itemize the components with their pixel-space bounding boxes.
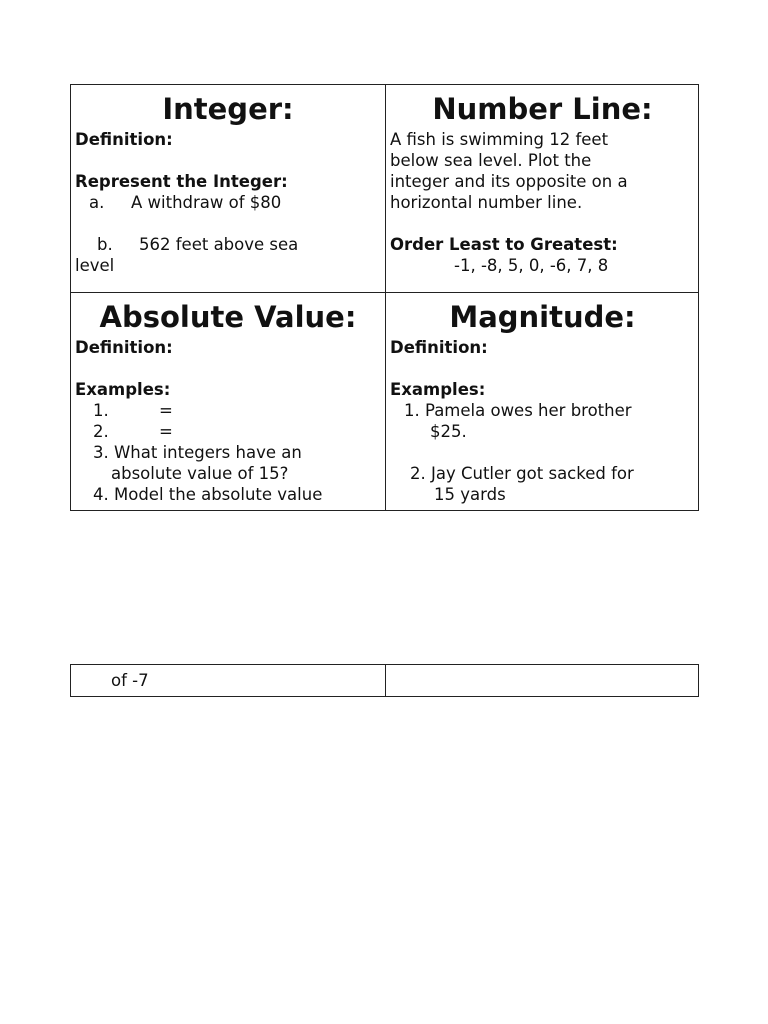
spacer (390, 442, 695, 463)
integer-item-a (75, 192, 381, 213)
abs-example-4-line1: 4. Model the absolute value (93, 485, 323, 504)
item-a-text: A withdraw of $80 (131, 193, 282, 212)
magnitude-title: Magnitude: (449, 300, 636, 334)
integer-item-b-continued: level (75, 256, 115, 275)
item-b-text: 562 feet above sea (139, 235, 299, 254)
abs-example-1-equals: = (159, 401, 173, 420)
magnitude-cell (386, 293, 699, 511)
integer-definition-label: Definition: (75, 130, 173, 149)
number-line-prompt-line: A fish is swimming 12 feet (390, 130, 609, 149)
abs-example-2-number: 2. (93, 422, 109, 441)
number-line-prompt-line: horizontal number line. (390, 193, 583, 212)
abs-example-2 (75, 421, 381, 442)
integer-title: Integer: (162, 92, 294, 126)
order-values: -1, -8, 5, 0, -6, 7, 8 (454, 256, 609, 275)
vocabulary-grid (70, 84, 699, 511)
order-label: Order Least to Greatest: (390, 235, 618, 254)
absolute-value-examples-label: Examples: (75, 380, 171, 399)
abs-example-1-number: 1. (93, 401, 109, 420)
absolute-value-cell (71, 293, 385, 511)
magnitude-examples-label: Examples: (390, 380, 486, 399)
represent-integer-label: Represent the Integer: (75, 172, 288, 191)
spacer (75, 150, 381, 171)
number-line-prompt-line: below sea level. Plot the (390, 151, 592, 170)
number-line-title: Number Line: (432, 92, 653, 126)
item-b-label: b. (97, 235, 113, 254)
abs-example-3-line1: 3. What integers have an (93, 443, 302, 462)
spacer (390, 358, 695, 379)
strip-vertical-divider (385, 665, 386, 696)
mag-example-1-line2: $25. (430, 422, 467, 441)
item-a-label: a. (89, 193, 105, 212)
abs-example-2-equals: = (159, 422, 173, 441)
mag-example-2-line1: 2. Jay Cutler got sacked for (410, 464, 634, 483)
integer-item-b (75, 234, 381, 255)
mag-example-1-line1: 1. Pamela owes her brother (404, 401, 632, 420)
absolute-value-definition-label: Definition: (75, 338, 173, 357)
mag-example-2-line2: 15 yards (434, 485, 506, 504)
integer-cell (71, 85, 385, 292)
abs-example-3-line2: absolute value of 15? (111, 464, 289, 483)
continuation-table-row (70, 664, 699, 697)
number-line-cell (386, 85, 699, 292)
abs-example-1 (75, 400, 381, 421)
spacer (390, 213, 695, 234)
spacer (75, 213, 381, 234)
magnitude-definition-label: Definition: (390, 338, 488, 357)
abs-example-4-continued: of -7 (111, 671, 149, 690)
absolute-value-title: Absolute Value: (99, 300, 357, 334)
spacer (75, 358, 381, 379)
number-line-prompt-line: integer and its opposite on a (390, 172, 628, 191)
